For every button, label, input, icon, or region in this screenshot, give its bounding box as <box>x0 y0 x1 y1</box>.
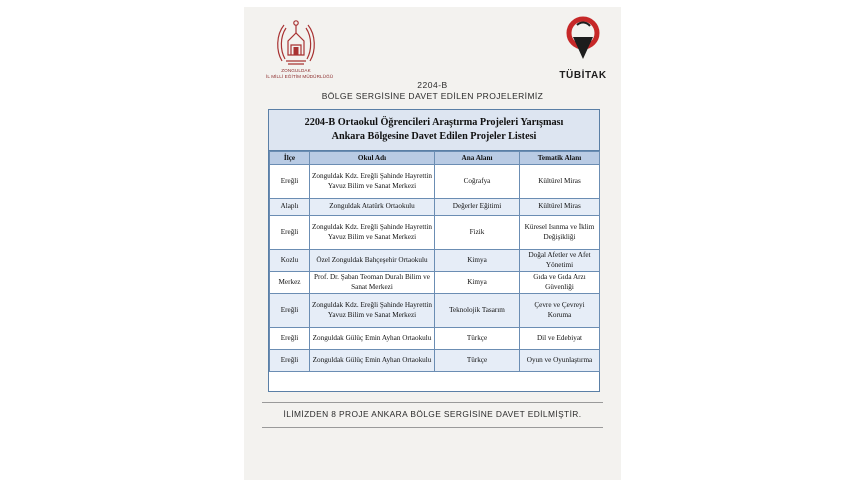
cell-ilce: Merkez <box>270 272 310 294</box>
table-title <box>269 110 599 151</box>
cell-ana-alan: Değerler Eğitimi <box>435 199 520 216</box>
cell-tematik-alan: Dil ve Edebiyat <box>520 328 600 350</box>
cell-ilce: Ereğli <box>270 350 310 372</box>
cell-ana-alan: Türkçe <box>435 328 520 350</box>
cell-okul: Prof. Dr. Şaban Teoman Duralı Bilim ve Sanat Merkezi <box>310 272 435 294</box>
cell-ana-alan: Fizik <box>435 216 520 250</box>
table-row <box>270 350 600 372</box>
column-header-ilce: İlçe <box>270 152 310 165</box>
footer-divider-bottom <box>262 427 603 428</box>
cell-ana-alan: Kimya <box>435 272 520 294</box>
cell-tematik-alan: Doğal Afetler ve Afet Yönetimi <box>520 250 600 272</box>
cell-okul: Zonguldak Kdz. Ereğli Şahinde Hayrettin Yavuz Bilim ve Sanat Merkezi <box>310 294 435 328</box>
cell-ana-alan: Teknolojik Tasarım <box>435 294 520 328</box>
table-header-row <box>270 152 600 165</box>
table-row <box>270 328 600 350</box>
cell-ilce: Alaplı <box>270 199 310 216</box>
table-row <box>270 294 600 328</box>
tubitak-emblem-icon <box>563 15 603 61</box>
tubitak-logo <box>557 15 609 85</box>
table-row <box>270 165 600 199</box>
cell-tematik-alan: Oyun ve Oyunlaştırma <box>520 350 600 372</box>
cell-ana-alan: Kimya <box>435 250 520 272</box>
cell-okul: Zonguldak Gülüç Emin Ayhan Ortaokulu <box>310 328 435 350</box>
cell-tematik-alan: Kültürel Miras <box>520 199 600 216</box>
cell-tematik-alan: Gıda ve Gıda Arzı Güvenliği <box>520 272 600 294</box>
cell-ana-alan: Türkçe <box>435 350 520 372</box>
header-code: 2204-B <box>417 80 448 90</box>
cell-ilce: Kozlu <box>270 250 310 272</box>
poster <box>244 7 621 480</box>
meb-caption-1: ZONGULDAK <box>281 68 311 73</box>
table-row <box>270 272 600 294</box>
table-row <box>270 250 600 272</box>
column-header-tematik-alan: Tematik Alanı <box>520 152 600 165</box>
footer-note: İLİMİZDEN 8 PROJE ANKARA BÖLGE SERGİSİNE DAVET EDİLMİŞTİR. <box>283 409 582 419</box>
projects-table-card <box>268 109 600 392</box>
cell-ilce: Ereğli <box>270 216 310 250</box>
tubitak-word: TÜBİTAK <box>559 70 607 81</box>
table-row <box>270 216 600 250</box>
header-title: BÖLGE SERGİSİNE DAVET EDİLEN PROJELERİMİZ <box>321 91 544 101</box>
cell-ilce: Ereğli <box>270 328 310 350</box>
meb-caption-2: İL MİLLİ EĞİTİM MÜDÜRLÜĞÜ <box>266 74 334 80</box>
cell-okul: Özel Zonguldak Bahçeşehir Ortaokulu <box>310 250 435 272</box>
cell-okul: Zonguldak Gülüç Emin Ayhan Ortaokulu <box>310 350 435 372</box>
footer-divider-top <box>262 402 603 403</box>
meb-logo <box>266 15 334 85</box>
table-title-line-1: 2204-B Ortaokul Öğrencileri Araştırma Projeleri Yarışması <box>304 117 564 128</box>
cell-tematik-alan: Küresel Isınma ve İklim Değişikliği <box>520 216 600 250</box>
cell-ilce: Ereğli <box>270 294 310 328</box>
column-header-okul: Okul Adı <box>310 152 435 165</box>
column-header-ana-alan: Ana Alanı <box>435 152 520 165</box>
table-row <box>270 199 600 216</box>
cell-okul: Zonguldak Kdz. Ereğli Şahinde Hayrettin Yavuz Bilim ve Sanat Merkezi <box>310 216 435 250</box>
cell-okul: Zonguldak Kdz. Ereğli Şahinde Hayrettin Yavuz Bilim ve Sanat Merkezi <box>310 165 435 199</box>
table-title-line-2: Ankara Bölgesine Davet Edilen Projeler Listesi <box>331 131 537 142</box>
cell-tematik-alan: Kültürel Miras <box>520 165 600 199</box>
meb-emblem-icon <box>274 15 318 67</box>
cell-ilce: Ereğli <box>270 165 310 199</box>
cell-ana-alan: Coğrafya <box>435 165 520 199</box>
cell-okul: Zonguldak Atatürk Ortaokulu <box>310 199 435 216</box>
cell-tematik-alan: Çevre ve Çevreyi Koruma <box>520 294 600 328</box>
projects-table <box>269 151 600 372</box>
